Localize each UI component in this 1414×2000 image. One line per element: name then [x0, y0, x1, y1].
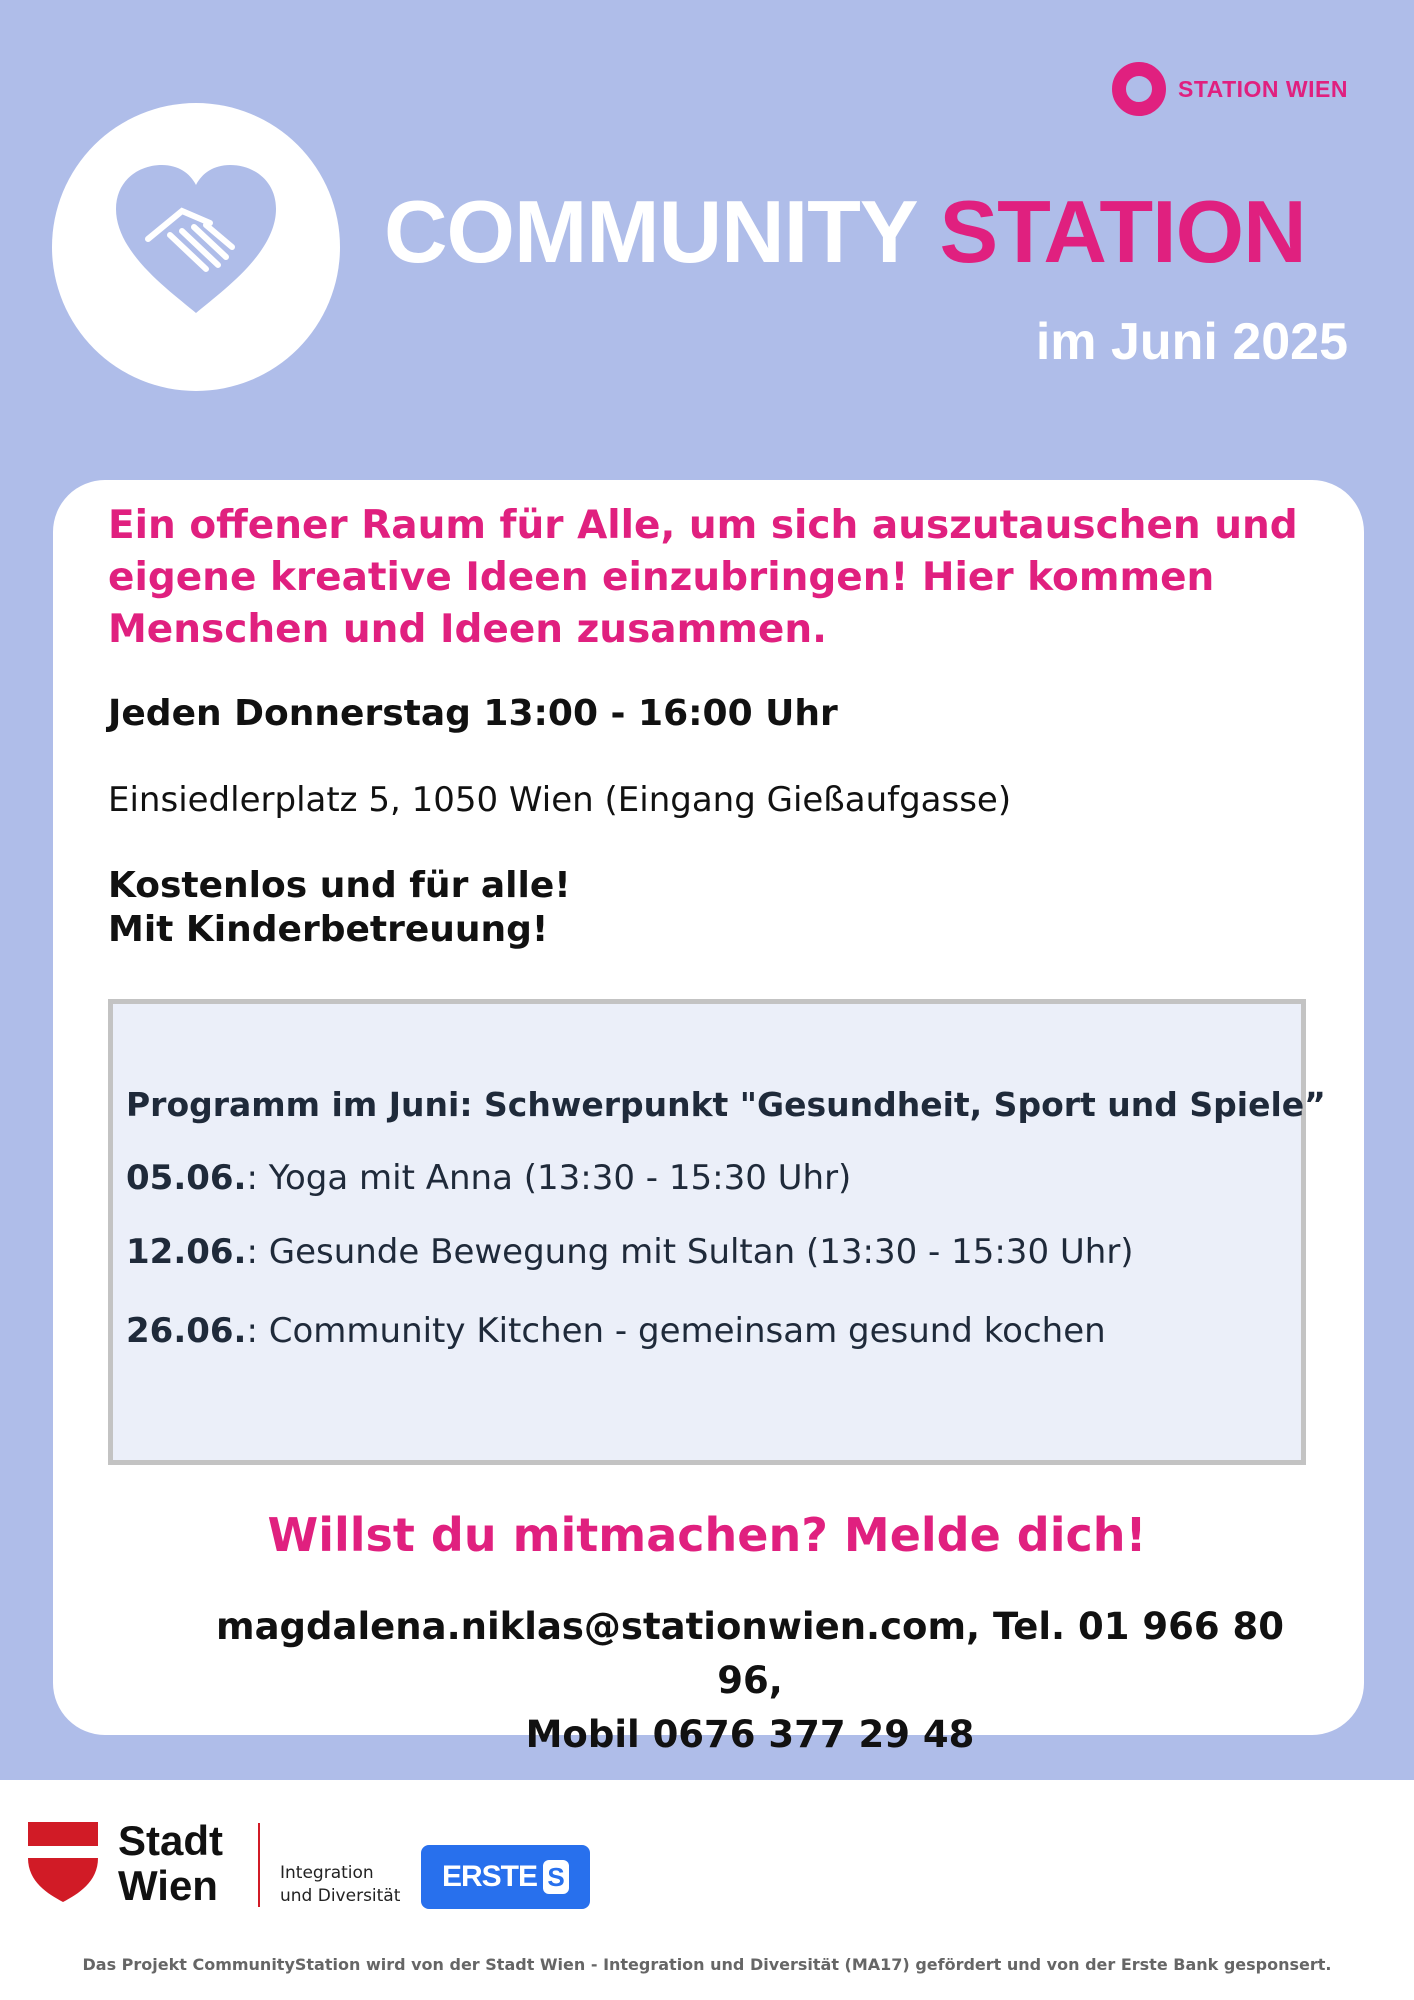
contact-mobile[interactable]: Mobil 0676 377 29 48 [525, 1713, 975, 1756]
diversity-line: und Diversität [280, 1886, 401, 1906]
logo-divider [258, 1823, 260, 1907]
program-item-date: 26.06. [126, 1311, 247, 1351]
integration-line: Integration [280, 1863, 374, 1883]
sponsor-footnote: Das Projekt CommunityStation wird von der Stadt Wien - Integration und Diversität (MA17) gefördert und von der Erste Bank gesponsert. [82, 1955, 1332, 1974]
program-item-text: : Yoga mit Anna (13:30 - 15:30 Uhr) [246, 1158, 852, 1198]
program-item-text: : Gesunde Bewegung mit Sultan (13:30 - 15:30 Uhr) [246, 1232, 1134, 1272]
station-wien-logo [1112, 62, 1348, 116]
intro-text: Ein offener Raum für Alle, um sich auszutauschen und eigene kreative Ideen einzubringen! Hier kommen Menschen und Ideen zusammen. [108, 503, 1298, 652]
title-station: STATION [939, 182, 1306, 281]
call-to-action: Willst du mitmachen? Melde dich! [267, 1508, 1147, 1562]
program-item [126, 1232, 1134, 1272]
station-wien-ring-icon [1112, 62, 1166, 116]
free-line: Kostenlos und für alle! [108, 865, 571, 906]
stadt-wien-logo [118, 1818, 223, 1908]
contact-info [190, 1600, 1310, 1762]
childcare-line: Mit Kinderbetreuung! [108, 909, 549, 950]
program-item [126, 1158, 851, 1198]
station-wien-label: STATION WIEN [1178, 75, 1348, 102]
page-title [384, 182, 1306, 281]
schedule-text: Jeden Donnerstag 13:00 - 16:00 Uhr [108, 693, 838, 734]
heart-logo-circle [52, 103, 340, 391]
erste-label: ERSTE [441, 1860, 538, 1893]
contact-email-phone[interactable]: magdalena.niklas@stationwien.com, Tel. 01 966 80 96, [216, 1605, 1284, 1702]
program-item [126, 1311, 1106, 1351]
heart-handshake-icon [110, 161, 282, 321]
stadt-label: Stadt [118, 1817, 223, 1864]
wien-label: Wien [118, 1862, 218, 1909]
sparkasse-s-icon: S [543, 1860, 569, 1894]
program-item-date: 05.06. [126, 1158, 247, 1198]
free-info [108, 864, 571, 952]
erste-bank-logo [421, 1845, 590, 1909]
stadt-wien-shield-icon [28, 1822, 98, 1902]
page-subtitle: im Juni 2025 [1035, 313, 1348, 371]
program-item-text: : Community Kitchen - gemeinsam gesund kochen [246, 1311, 1106, 1351]
program-title: Programm im Juni: Schwerpunkt "Gesundheit, Sport und Spiele” [126, 1085, 1326, 1124]
integration-label [280, 1862, 400, 1908]
title-community: COMMUNITY [384, 182, 917, 281]
program-item-date: 12.06. [126, 1232, 247, 1272]
address-text: Einsiedlerplatz 5, 1050 Wien (Eingang Gießaufgasse) [108, 780, 1012, 820]
